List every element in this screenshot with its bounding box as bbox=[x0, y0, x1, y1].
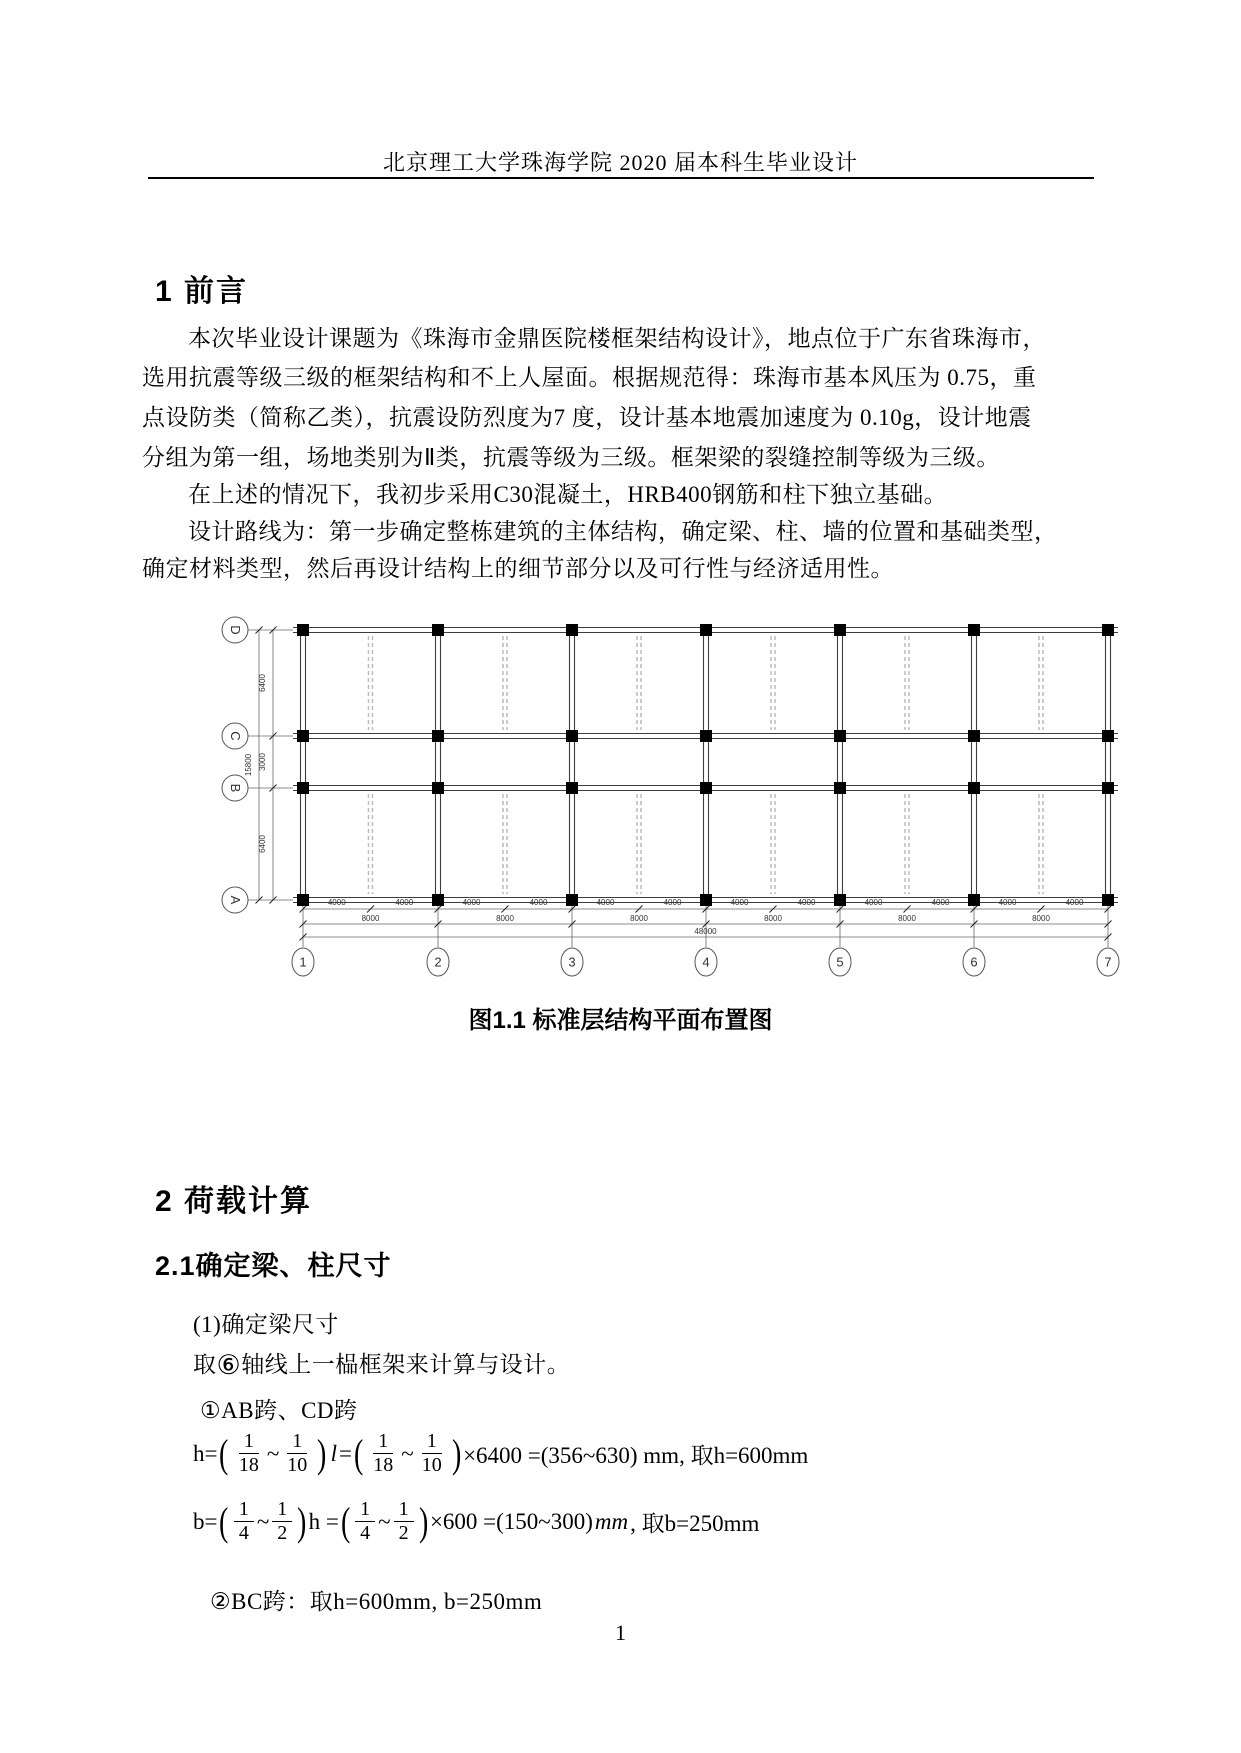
formula-text: , 取b=250mm bbox=[630, 1511, 760, 1536]
fraction: $\frac{1}{4}$ bbox=[234, 1498, 254, 1545]
fraction: $\frac{1}{4}$ bbox=[355, 1498, 375, 1545]
header-rule bbox=[148, 177, 1094, 179]
paragraph-line: 设计路线为：第一步确定整栋建筑的主体结构，确定梁、柱、墙的位置和基础类型， bbox=[188, 519, 1058, 544]
svg-text:2: 2 bbox=[434, 954, 442, 970]
page-header-title: 北京理工大学珠海学院 2020 届本科生毕业设计 bbox=[382, 150, 858, 175]
section-1-heading: 1 前言 bbox=[155, 275, 249, 308]
formula-text: ~ bbox=[401, 1440, 414, 1466]
formula-text: ×6400 =(356~630) mm, 取h=600mm bbox=[463, 1443, 809, 1468]
list-item-3: ①AB跨、CD跨 bbox=[200, 1398, 358, 1423]
fraction: $\frac{1}{10}$ bbox=[421, 1430, 442, 1476]
page-number: 1 bbox=[615, 1620, 626, 1645]
svg-text:4000: 4000 bbox=[998, 898, 1017, 907]
svg-text:4000: 4000 bbox=[529, 898, 548, 907]
svg-text:6: 6 bbox=[970, 954, 978, 970]
parenthesis: ) bbox=[297, 1498, 307, 1544]
parenthesis: ) bbox=[317, 1430, 327, 1476]
parenthesis: ) bbox=[418, 1498, 428, 1544]
svg-text:8000: 8000 bbox=[630, 914, 648, 923]
parenthesis: ) bbox=[451, 1430, 462, 1476]
svg-text:8000: 8000 bbox=[496, 914, 514, 923]
svg-text:5: 5 bbox=[836, 954, 844, 970]
beam-width-formula bbox=[193, 1498, 759, 1545]
fraction: $\frac{1}{10}$ bbox=[287, 1430, 308, 1476]
paragraph-line: 在上述的情况下，我初步采用C30混凝土，HRB400钢筋和柱下独立基础。 bbox=[188, 482, 948, 507]
svg-text:4000: 4000 bbox=[797, 898, 816, 907]
beam-height-formula bbox=[193, 1430, 808, 1477]
svg-text:D: D bbox=[228, 625, 243, 635]
parenthesis: ( bbox=[340, 1498, 351, 1544]
parenthesis: ( bbox=[353, 1430, 364, 1476]
svg-text:48000: 48000 bbox=[694, 927, 717, 936]
structural-plan-svg bbox=[190, 585, 1140, 985]
svg-text:8000: 8000 bbox=[764, 914, 782, 923]
svg-text:4000: 4000 bbox=[730, 898, 749, 907]
svg-text:4: 4 bbox=[702, 954, 710, 970]
svg-text:4000: 4000 bbox=[663, 898, 682, 907]
svg-text:6400: 6400 bbox=[258, 835, 267, 853]
paragraph-line: 确定材料类型，然后再设计结构上的细节部分以及可行性与经济适用性。 bbox=[142, 556, 894, 581]
formula-text: h = bbox=[308, 1508, 339, 1534]
list-item-1: (1)确定梁尺寸 bbox=[193, 1312, 339, 1337]
formula-text: ~ bbox=[378, 1508, 391, 1534]
paragraph-line: 本次毕业设计课题为《珠海市金鼎医院楼框架结构设计》，地点位于广东省珠海市， bbox=[188, 326, 1046, 351]
svg-text:8000: 8000 bbox=[361, 914, 380, 923]
svg-text:4000: 4000 bbox=[596, 898, 615, 907]
parenthesis: ( bbox=[219, 1498, 229, 1544]
formula-variable: l bbox=[330, 1440, 337, 1466]
svg-text:1: 1 bbox=[299, 954, 307, 970]
svg-text:4000: 4000 bbox=[864, 898, 883, 907]
svg-text:4000: 4000 bbox=[931, 898, 950, 907]
svg-text:15800: 15800 bbox=[244, 753, 253, 777]
structural-plan-figure bbox=[190, 585, 1140, 985]
fraction: $\frac{1}{2}$ bbox=[272, 1498, 292, 1545]
svg-text:7: 7 bbox=[1104, 954, 1112, 970]
fraction: $\frac{1}{18}$ bbox=[373, 1430, 394, 1476]
paragraph-line: 选用抗震等级三级的框架结构和不上人屋面。根据规范得：珠海市基本风压为 0.75，重 bbox=[142, 365, 1037, 390]
formula-variable: mm bbox=[594, 1508, 629, 1534]
formula-text: ~ bbox=[266, 1440, 280, 1466]
svg-text:4000: 4000 bbox=[1065, 898, 1084, 907]
svg-text:8000: 8000 bbox=[898, 914, 916, 923]
formula-text: h= bbox=[193, 1440, 218, 1466]
circled-6-axis-icon: ⑥ bbox=[216, 1350, 242, 1380]
fraction: $\frac{1}{2}$ bbox=[394, 1498, 414, 1545]
parenthesis: ( bbox=[219, 1430, 229, 1476]
formula-text: b= bbox=[193, 1508, 218, 1534]
figure-caption: 图1.1 标准层结构平面布置图 bbox=[468, 1007, 773, 1034]
section-2-1-heading: 2.1确定梁、柱尺寸 bbox=[155, 1251, 392, 1281]
formula-text: ×600 =(150~300) bbox=[429, 1508, 593, 1534]
svg-text:4000: 4000 bbox=[327, 898, 346, 907]
section-2-heading: 2 荷载计算 bbox=[155, 1185, 313, 1218]
svg-text:C: C bbox=[228, 731, 243, 741]
item2-suffix: 轴线上一榀框架来计算与设计。 bbox=[241, 1352, 571, 1377]
svg-text:4000: 4000 bbox=[462, 898, 481, 907]
formula-text: ~ bbox=[256, 1508, 270, 1534]
list-item-4: ②BC跨：取h=600mm, b=250mm bbox=[210, 1589, 543, 1614]
svg-text:A: A bbox=[228, 895, 243, 905]
item2-prefix: 取 bbox=[193, 1352, 217, 1377]
svg-text:8000: 8000 bbox=[1032, 914, 1050, 923]
paragraph-line: 分组为第一组，场地类别为Ⅱ类，抗震等级为三级。框架梁的裂缝控制等级为三级。 bbox=[142, 445, 1000, 470]
list-item-2 bbox=[193, 1346, 570, 1379]
svg-text:4000: 4000 bbox=[395, 898, 414, 907]
fraction: $\frac{1}{18}$ bbox=[238, 1430, 259, 1476]
svg-text:3: 3 bbox=[568, 954, 576, 970]
paragraph-line: 点设防类（简称乙类），抗震设防烈度为7 度，设计基本地震加速度为 0.10g，设计地震 bbox=[142, 405, 1032, 430]
svg-text:6400: 6400 bbox=[258, 674, 267, 692]
svg-text:3000: 3000 bbox=[258, 753, 267, 771]
svg-text:B: B bbox=[228, 783, 243, 793]
formula-text: = bbox=[338, 1440, 352, 1466]
